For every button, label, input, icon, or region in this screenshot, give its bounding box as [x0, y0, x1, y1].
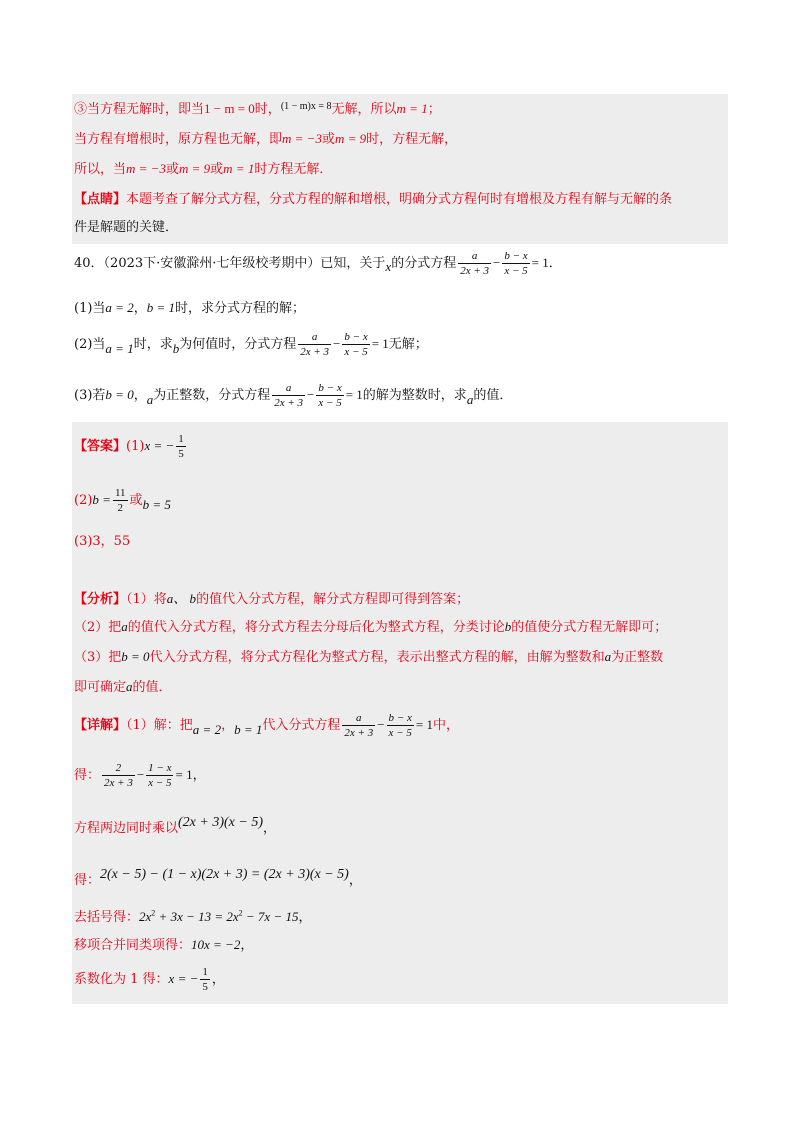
block1-line2: 当方程有增根时，原方程也无解，即m = −3或m = 9时，方程无解，: [74, 131, 458, 147]
answer-1: 【答案】(1)x = − $\frac{1}{5}$: [74, 433, 184, 460]
block1-comment-line2: 件是解题的关键．: [74, 220, 179, 235]
block1-line1: ③当方程无解时，即当1 − m = 0时，$^{(1 - m)x = 8}$无解，所以m = 1；: [74, 101, 441, 117]
question-stem: 40．（2023下·安徽滁州·七年级校考期中）已知，关于x的分式方程 $\frac{a}{2x + 3}$ − $\frac{b - x}{x - 5}$ = 1．: [74, 250, 562, 277]
question-number: 40．: [74, 256, 104, 271]
detail-line1: 【详解】（1）解：把a = 2，b = 1代入分式方程 $\frac{a}{2x + 3}$ − $\frac{b - x}{x - 5}$ = 1中，: [74, 712, 459, 739]
block1-line3: 所以，当m = −3或m = 9或m = 1时方程无解．: [74, 161, 333, 177]
question-source: （2023下·安徽滁州·七年级校考期中）已知，关于: [103, 256, 386, 271]
analysis-line4: 即可确定a的值．: [74, 679, 172, 695]
detail-line4: 得：2(x − 5) − (1 − x)(2x + 3) = (2x + 3)(x − 5)，: [74, 867, 362, 888]
analysis-tag: 【分析】: [74, 592, 127, 607]
answer-tag: 【答案】: [74, 439, 127, 454]
detail-line3: 方程两边同时乘以(2x + 3)(x − 5)，: [74, 815, 277, 836]
question-part2: (2)当a = 1时，求b为何值时，分式方程 $\frac{a}{2x + 3}$ − $\frac{b - x}{x - 5}$ = 1无解；: [74, 331, 428, 358]
detail-line2: 得： $\frac{2}{2x + 3}$ − $\frac{1 - x}{x - 5}$ = 1，: [74, 762, 206, 789]
question-part1: (1)当a = 2，b = 1时，求分式方程的解；: [74, 300, 306, 316]
fraction-a: $\frac{a}{2x + 3}$: [460, 250, 490, 277]
analysis-line2: （2）把a的值代入分式方程，将分式方程去分母后化为整式方程，分类讨论b的值使分式方程无解即可；: [74, 619, 668, 635]
question-part3: (3)若b = 0，a为正整数，分式方程 $\frac{a}{2x + 3}$ − $\frac{b - x}{x - 5}$ = 1的解为整数时，求a的值．: [74, 382, 513, 409]
detail-line7: 系数化为 1 得：x = − $\frac{1}{5}$ ，: [74, 966, 225, 993]
detail-line6: 移项合并同类项得：10x = −2，: [74, 937, 254, 953]
answer-2: (2)b = $\frac{11}{2}$ 或b = 5: [74, 487, 171, 514]
detail-tag: 【详解】: [74, 718, 127, 733]
analysis-line1: 【分析】（1）将a、 b的值代入分式方程，解分式方程即可得到答案；: [74, 591, 470, 607]
answer-3: (3)3，55: [74, 534, 131, 549]
fraction-b: $\frac{b - x}{x - 5}$: [504, 250, 528, 277]
analysis-line3: （3）把b = 0代入分式方程，将分式方程化为整式方程，表示出整式方程的解，由解为整数和a为正整数: [74, 649, 664, 665]
block1-comment-line1: 【点睛】本题考查了解分式方程，分式方程的解和增根，明确分式方程何时有增根及方程有解与无解的条: [74, 192, 673, 207]
detail-line5: 去括号得：$2x^2 + 3x - 13 = 2x^2 - 7x - 15$，: [74, 908, 312, 925]
comment-tag: 【点睛】: [74, 192, 127, 207]
